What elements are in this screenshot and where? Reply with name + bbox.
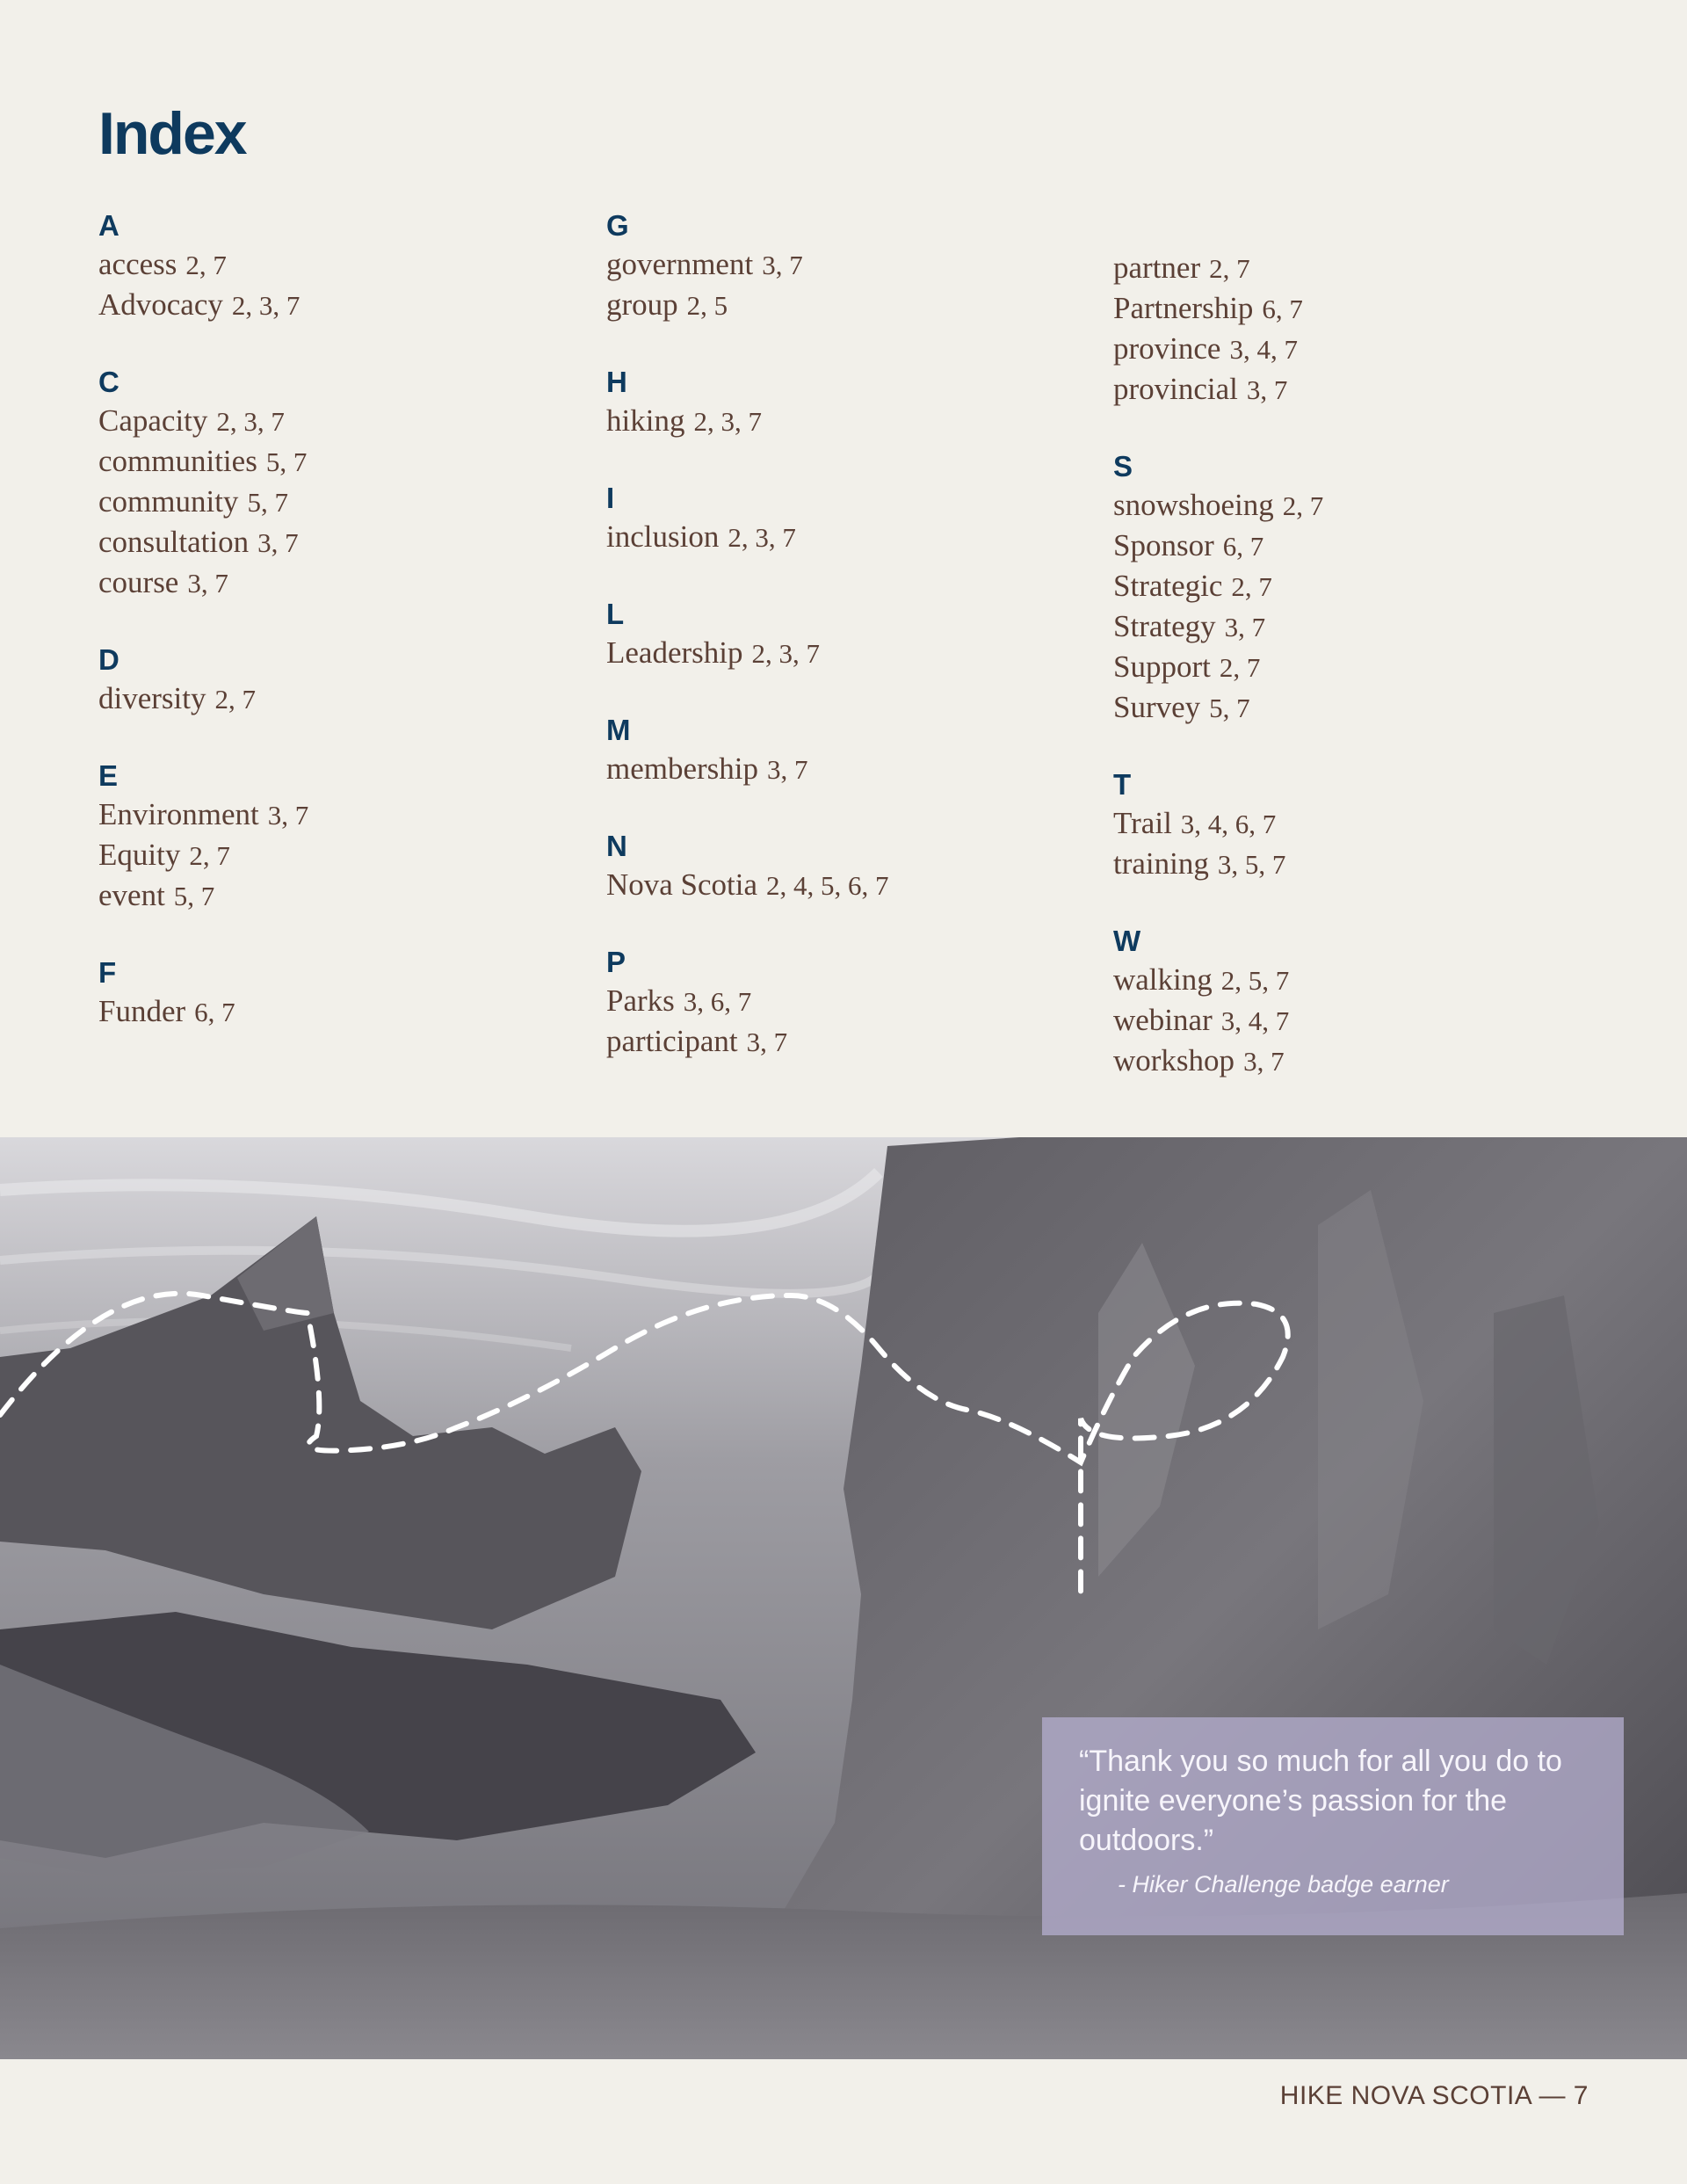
index-term: Sponsor — [1113, 528, 1214, 562]
index-entry — [1113, 803, 1605, 844]
index-pages: 2, 3, 7 — [751, 638, 820, 669]
index-section — [606, 712, 1098, 789]
index-pages: 5, 7 — [1209, 693, 1250, 723]
index-term: training — [1113, 846, 1209, 881]
index-entry — [1113, 369, 1605, 410]
index-entry — [98, 562, 590, 603]
index-entry — [1113, 329, 1605, 369]
index-pages: 3, 7 — [267, 800, 309, 831]
page-footer: HIKE NOVA SCOTIA — 7 — [1279, 2081, 1589, 2110]
index-entry — [606, 1021, 1098, 1062]
index-pages: 3, 7 — [767, 754, 808, 785]
index-term: consultation — [98, 525, 250, 559]
index-pages: 3, 7 — [1246, 374, 1288, 405]
index-entry — [98, 795, 590, 835]
index-entry — [1113, 647, 1605, 687]
index-term: Survey — [1113, 690, 1201, 724]
index-term: Leadership — [606, 635, 743, 670]
index-pages: 6, 7 — [1262, 294, 1303, 324]
index-term: workshop — [1113, 1043, 1235, 1077]
index-letter-heading: G — [606, 209, 629, 242]
index-section — [1113, 766, 1605, 884]
index-pages: 2, 7 — [1219, 652, 1261, 683]
index-term: hiking — [606, 403, 685, 438]
index-term: course — [98, 565, 179, 599]
index-entry — [606, 244, 1098, 285]
index-letter-heading: D — [98, 643, 119, 676]
index-entry — [1113, 1000, 1605, 1041]
index-pages: 3, 7 — [1224, 612, 1266, 642]
index-term: communities — [98, 444, 257, 478]
index-pages: 3, 4, 6, 7 — [1180, 809, 1277, 839]
index-pages: 2, 4, 5, 6, 7 — [766, 870, 889, 901]
index-entry — [606, 865, 1098, 905]
index-pages: 2, 3, 7 — [728, 522, 796, 553]
index-pages: 3, 4, 7 — [1220, 1005, 1290, 1036]
index-letter-heading: P — [606, 946, 626, 978]
index-entry — [98, 244, 590, 285]
index-section — [606, 828, 1098, 905]
index-pages: 2, 7 — [1209, 253, 1250, 284]
index-pages: 2, 5, 7 — [1220, 965, 1290, 996]
index-entry — [98, 482, 590, 522]
index-term: snowshoeing — [1113, 488, 1274, 522]
index-term: access — [98, 247, 177, 281]
index-pages: 2, 7 — [185, 250, 227, 280]
index-term: walking — [1113, 962, 1213, 997]
index-entry — [1113, 566, 1605, 606]
index-term: province — [1113, 331, 1221, 366]
index-term: webinar — [1113, 1003, 1213, 1037]
index-column-3 — [1113, 248, 1605, 1120]
index-section — [98, 207, 590, 325]
index-entry — [98, 285, 590, 325]
index-entry — [1113, 485, 1605, 526]
index-pages: 3, 6, 7 — [683, 986, 752, 1017]
index-entry — [1113, 526, 1605, 566]
quote-attribution: - Hiker Challenge badge earner — [1118, 1871, 1449, 1897]
index-pages: 2, 3, 7 — [231, 290, 300, 321]
index-term: Trail — [1113, 806, 1172, 840]
index-term: Environment — [98, 797, 259, 831]
index-pages: 6, 7 — [194, 997, 235, 1027]
index-letter-heading: F — [98, 956, 117, 989]
index-term: Strategic — [1113, 569, 1223, 603]
index-pages: 5, 7 — [173, 881, 215, 911]
index-term: Advocacy — [98, 287, 223, 322]
index-letter-heading: E — [98, 759, 119, 792]
index-pages: 2, 7 — [214, 684, 256, 715]
index-pages: 2, 5 — [686, 290, 728, 321]
index-pages: 2, 3, 7 — [216, 406, 285, 437]
index-entry — [98, 678, 590, 719]
index-term: event — [98, 878, 165, 912]
index-term: Nova Scotia — [606, 867, 758, 902]
index-term: membership — [606, 751, 759, 786]
index-entry — [1113, 1041, 1605, 1081]
index-entry — [1113, 960, 1605, 1000]
index-letter-heading: H — [606, 366, 627, 398]
index-pages: 2, 7 — [189, 840, 230, 871]
index-letter-heading: M — [606, 714, 631, 746]
index-term: group — [606, 287, 678, 322]
index-pages: 3, 7 — [257, 527, 299, 558]
index-entry — [1113, 687, 1605, 728]
index-term: partner — [1113, 250, 1201, 285]
index-letter-heading: I — [606, 482, 615, 514]
index-entry — [606, 749, 1098, 789]
index-column-1 — [98, 207, 590, 1070]
index-section — [606, 480, 1098, 557]
index-letter-heading: T — [1113, 768, 1132, 801]
index-pages: 3, 7 — [1243, 1046, 1285, 1077]
page-title: Index — [98, 100, 246, 167]
index-pages: 3, 5, 7 — [1217, 849, 1286, 880]
index-entry — [98, 401, 590, 441]
index-term: diversity — [98, 681, 206, 715]
index-section — [606, 207, 1098, 325]
index-entry — [98, 835, 590, 875]
index-entry — [1113, 606, 1605, 647]
index-term: Support — [1113, 649, 1211, 684]
index-pages: 3, 7 — [762, 250, 803, 280]
index-letter-heading: C — [98, 366, 119, 398]
index-term: Parks — [606, 983, 675, 1018]
index-pages: 2, 7 — [1231, 571, 1272, 602]
index-letter-heading: A — [98, 209, 119, 242]
index-entry — [98, 991, 590, 1032]
index-pages: 5, 7 — [247, 487, 288, 518]
index-section — [1113, 248, 1605, 410]
index-entry — [606, 285, 1098, 325]
index-pages: 5, 7 — [265, 446, 308, 477]
index-section — [98, 642, 590, 719]
index-term: Funder — [98, 994, 186, 1028]
index-term: Capacity — [98, 403, 208, 438]
index-term: Strategy — [1113, 609, 1216, 643]
index-section — [1113, 923, 1605, 1081]
index-term: government — [606, 247, 754, 281]
index-pages: 3, 7 — [187, 568, 228, 599]
index-term: Partnership — [1113, 291, 1254, 325]
index-pages: 6, 7 — [1222, 531, 1264, 562]
index-entry — [1113, 288, 1605, 329]
index-pages: 2, 7 — [1282, 490, 1324, 521]
index-entry — [606, 517, 1098, 557]
index-entry — [606, 401, 1098, 441]
index-entry — [98, 875, 590, 916]
index-term: community — [98, 484, 239, 519]
index-section — [606, 364, 1098, 441]
quote-text: “Thank you so much for all you do to ignite everyone’s passion for the outdoors.” — [1079, 1745, 1562, 1857]
index-term: participant — [606, 1024, 738, 1058]
index-pages: 2, 3, 7 — [693, 406, 762, 437]
index-entry — [98, 522, 590, 562]
index-term: inclusion — [606, 519, 720, 554]
testimonial-quote-box — [1042, 1717, 1624, 1935]
index-section — [606, 944, 1098, 1062]
index-section — [98, 954, 590, 1032]
index-letter-heading: L — [606, 598, 625, 630]
index-section — [98, 758, 590, 916]
index-entry — [606, 633, 1098, 673]
index-letter-heading: N — [606, 830, 627, 862]
index-pages: 3, 4, 7 — [1229, 334, 1298, 365]
index-section — [606, 596, 1098, 673]
index-letter-heading: W — [1113, 925, 1141, 957]
index-section — [1113, 448, 1605, 728]
index-pages: 3, 7 — [746, 1027, 788, 1057]
index-section — [98, 364, 590, 603]
index-term: provincial — [1113, 372, 1238, 406]
index-column-2 — [606, 207, 1098, 1100]
index-entry — [1113, 248, 1605, 288]
index-entry — [98, 441, 590, 482]
index-entry — [1113, 844, 1605, 884]
index-letter-heading: S — [1113, 450, 1133, 483]
index-entry — [606, 981, 1098, 1021]
index-term: Equity — [98, 838, 181, 872]
